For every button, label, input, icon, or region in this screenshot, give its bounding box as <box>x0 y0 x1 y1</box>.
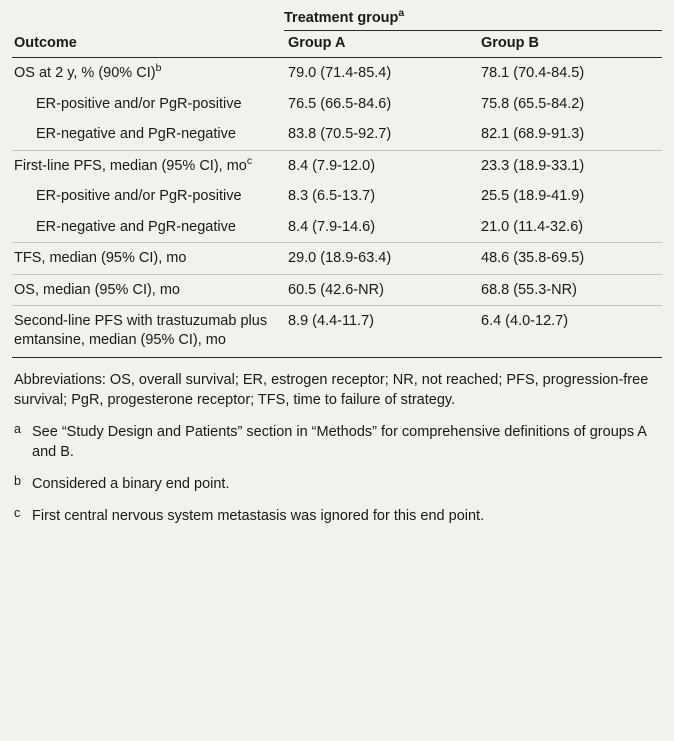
cell-group-a: 79.0 (71.4-85.4) <box>288 65 392 81</box>
footnote-marker: b <box>14 474 21 489</box>
column-header-outcome: Outcome <box>14 35 77 51</box>
cell-group-a: 76.5 (66.5-84.6) <box>288 95 392 112</box>
cell-group-a: 83.8 (70.5-92.7) <box>288 126 392 143</box>
cell-group-a: 29.0 (18.9-63.4) <box>288 250 392 267</box>
cell-group-b: 23.3 (18.9-33.1) <box>481 157 585 174</box>
table-bottom-rule <box>12 357 662 358</box>
footnote-b <box>14 474 662 494</box>
table-row <box>12 275 662 306</box>
row-label: OS, median (95% CI), mo <box>14 281 180 298</box>
footnote-text: Considered a binary end point. <box>32 476 230 493</box>
treatment-group-header-label: Treatment group <box>284 10 399 26</box>
row-label: ER-negative and PgR-negative <box>36 126 236 143</box>
row-label-footnote-mark: b <box>155 63 162 75</box>
cell-group-a: 8.4 (7.9-14.6) <box>288 218 376 235</box>
row-label: ER-positive and/or PgR-positive <box>36 95 242 112</box>
table-row <box>12 181 662 212</box>
table-row <box>12 243 662 274</box>
column-header-row <box>12 31 662 58</box>
cell-group-a: 8.4 (7.9-12.0) <box>288 157 376 174</box>
table-body <box>12 0 662 355</box>
cell-group-a: 8.9 (4.4-11.7) <box>288 313 374 330</box>
cell-group-b: 82.1 (68.9-91.3) <box>481 126 585 143</box>
footnote-marker: c <box>14 506 21 521</box>
row-label-text: OS at 2 y, % (90% CI) <box>14 65 156 81</box>
row-label: ER-positive and/or PgR-positive <box>36 188 242 205</box>
span-header-row <box>12 0 662 31</box>
treatment-group-header-footnote-mark: a <box>398 8 405 20</box>
cell-group-b: 21.0 (11.4-32.6) <box>481 218 584 235</box>
row-label-text: First-line PFS, median (95% CI), mo <box>14 157 247 174</box>
row-label: Second-line PFS with trastuzumab plus emtansine, median (95% CI), mo <box>14 313 268 348</box>
footnote-c <box>14 506 662 526</box>
cell-group-b: 6.4 (4.0-12.7) <box>481 313 569 330</box>
row-label: TFS, median (95% CI), mo <box>14 250 187 267</box>
column-header-group-a: Group A <box>288 35 346 51</box>
table-row <box>12 119 662 150</box>
treatment-group-header <box>284 0 662 31</box>
footnote-text: See “Study Design and Patients” section in “Methods” for comprehensive definitions of groups A and B. <box>32 424 647 461</box>
table-row <box>12 89 662 120</box>
row-label: ER-negative and PgR-negative <box>36 218 236 235</box>
cell-group-b: 25.5 (18.9-41.9) <box>481 188 585 205</box>
row-label <box>12 58 284 89</box>
results-table <box>12 0 662 355</box>
table-row <box>12 58 662 89</box>
abbreviations-note: Abbreviations: OS, overall survival; ER, estrogen receptor; NR, not reached; PFS, progression-free survival; PgR, progesterone receptor; TFS, time to failure of strategy. <box>14 372 649 409</box>
cell-group-a: 8.3 (6.5-13.7) <box>288 188 376 205</box>
footnote-a <box>14 422 662 462</box>
cell-group-a: 60.5 (42.6-NR) <box>288 281 384 298</box>
table-row <box>12 212 662 243</box>
column-header-group-b: Group B <box>481 35 539 51</box>
row-label-footnote-mark: c <box>246 155 253 167</box>
table-notes <box>12 370 662 526</box>
table-row <box>12 151 662 182</box>
footnote-marker: a <box>14 422 21 437</box>
row-label <box>12 151 284 182</box>
span-header-spacer <box>12 0 284 31</box>
table-row <box>12 306 662 355</box>
cell-group-b: 78.1 (70.4-84.5) <box>481 65 585 81</box>
cell-group-b: 68.8 (55.3-NR) <box>481 281 577 298</box>
footnote-text: First central nervous system metastasis was ignored for this end point. <box>32 508 485 525</box>
cell-group-b: 48.6 (35.8-69.5) <box>481 250 585 267</box>
cell-group-b: 75.8 (65.5-84.2) <box>481 95 585 112</box>
